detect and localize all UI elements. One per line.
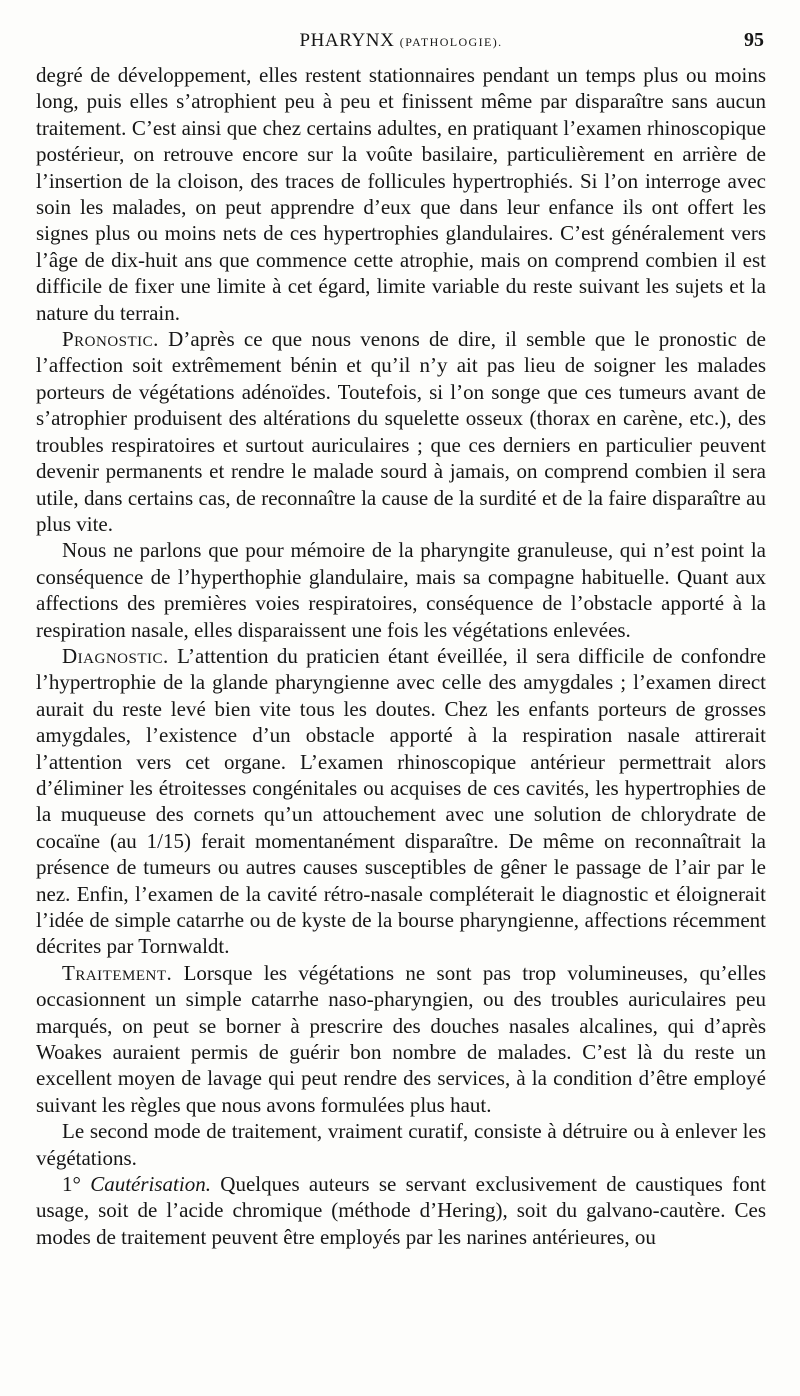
subheading-cauterisation: Cautérisation. xyxy=(90,1172,211,1197)
running-title xyxy=(36,30,766,52)
paragraph-pharyngite xyxy=(36,537,766,643)
page-number: 95 xyxy=(744,29,764,51)
paragraph-diagnostic xyxy=(36,643,766,960)
title-subtitle: (PATHOLOGIE). xyxy=(399,35,503,49)
running-header xyxy=(36,24,766,60)
paragraph-text: L’attention du praticien étant éveillée, il sera difficile de confondre l’hypertrophie de la glande pharyngienne avec celle des amygdales ; l’examen direct aurait du reste levé bien vite tous les doutes. Chez les enfants porteurs de grosses amygdales, l’existence d’un obstacle apporté à la respiration nasale attirerait l’attention vers cet organe. L’examen rhinoscopique antérieur permettrait alors d’éliminer les étroitesses congénitales ou acquises de ces cavités, les hypertrophies de la muqueuse des cornets qu’un attouchement avec une solution de chlorydrate de cocaïne (au 1/15) ferait momentanément disparaître. De même on reconnaîtrait la présence de tumeurs ou autres causes susceptibles de gêner le passage de l’air par le nez. Enfin, l’examen de la cavité rétro-nasale compléterait le diagnostic et éloignerait l’idée de simple catarrhe ou de kyste de la bourse pharyngienne, affections récemment décrites par Tornwaldt. xyxy=(36,643,766,959)
page-body xyxy=(36,62,766,1250)
section-heading-pronostic: Pronostic. xyxy=(62,327,159,352)
paragraph-second-mode xyxy=(36,1118,766,1171)
paragraph-text: Quelques auteurs se servant exclusivement de caustiques font usage, soit de l’acide chromique (méthode d’Hering), soit du galvano-cautère. Ces modes de traitement peuvent être employés par les narines antérieures, ou xyxy=(36,1172,766,1249)
paragraph-text: D’après ce que nous venons de dire, il semble que le pronostic de l’affection soit extrêmement bénin et qu’il n’y ait pas lieu de soigner les malades porteurs de végétations adénoïdes. Toutefois, si l’on songe que ces tumeurs avant de s’atrophier produisent des altérations du squelette osseux (thorax en carène, etc.), des troubles respiratoires et surtout auriculaires ; que ces derniers en particulier peuvent devenir permanents et rendre le malade sourd à jamais, on comprend combien il sera utile, dans certains cas, de reconnaître la cause de la surdité et de la faire disparaître au plus vite. xyxy=(36,327,766,536)
paragraph-cauterisation xyxy=(36,1171,766,1250)
paragraph-traitement xyxy=(36,960,766,1118)
title-text: PHARYNX xyxy=(299,30,395,51)
section-heading-diagnostic: Diagnostic. xyxy=(62,643,169,668)
paragraph-pronostic xyxy=(36,326,766,537)
paragraph-text: Lorsque les végétations ne sont pas trop volumineuses, qu’elles occasionnent un simple catarrhe naso-pharyngien, ou des troubles auriculaires peu marqués, on peut se borner à prescrire des douches nasales alcalines, qui d’après Woakes auraient permis de guérir bon nombre de malades. C’est là du reste un excellent moyen de lavage qui peut rendre des services, à la condition d’être employé suivant les règles que nous avons formulées plus haut. xyxy=(36,960,766,1117)
paragraph-text: Nous ne parlons que pour mémoire de la pharyngite granuleuse, qui n’est point la conséquence de l’hyperthophie glandulaire, mais sa compagne habituelle. Quant aux affections des premières voies respiratoires, conséquence de l’obstacle apporté à la respiration nasale, elles disparaissent une fois les végétations enlevées. xyxy=(36,538,766,642)
paragraph-continued xyxy=(36,62,766,326)
paragraph-text: Le second mode de traitement, vraiment curatif, consiste à détruire ou à enlever les végétations. xyxy=(36,1119,766,1170)
list-number: 1° xyxy=(62,1172,91,1197)
section-heading-traitement: Traitement. xyxy=(62,960,173,985)
paragraph-text: degré de développement, elles restent stationnaires pendant un temps plus ou moins long, puis elles s’atrophient peu à peu et finissent même par disparaître sans aucun traitement. C’est ainsi que chez certains adultes, en pratiquant l’examen rhinoscopique postérieur, on retrouve encore sur la voûte basilaire, particulièrement en arrière de l’insertion de la cloison, des traces de follicules hypertrophiés. Si l’on interroge avec soin les malades, on peut apprendre d’eux que dans leur enfance ils ont offert les signes plus ou moins nets de ces hypertrophies glandulaires. C’est généralement vers l’âge de dix-huit ans que commence cette atrophie, mais on comprend combien il est difficile de fixer une limite à cet égard, limite variable du reste suivant les sujets et la nature du terrain. xyxy=(36,63,766,325)
